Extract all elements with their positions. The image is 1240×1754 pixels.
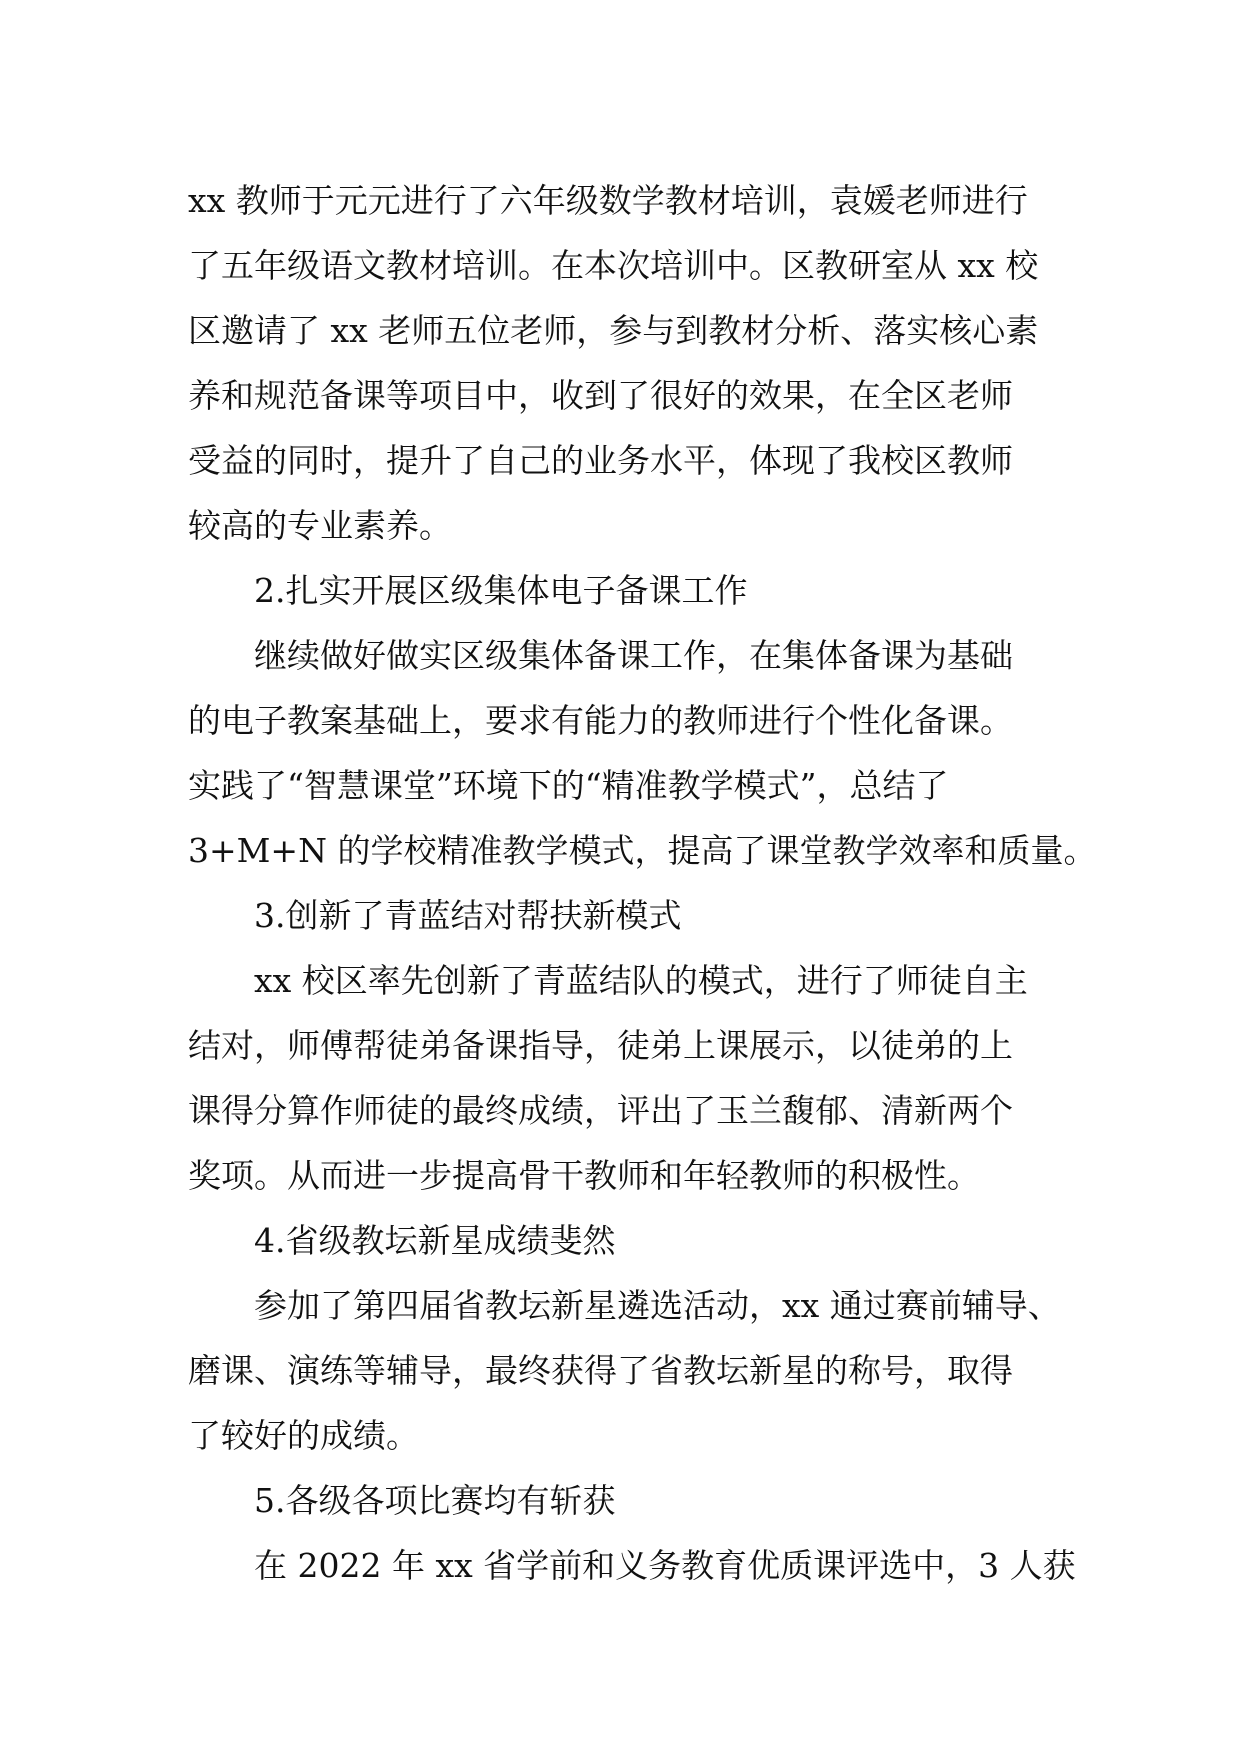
text-line: 养和规范备课等项目中，收到了很好的效果，在全区老师 — [188, 376, 1013, 415]
text-line: 在 2022 年 xx 省学前和义务教育优质课评选中，3 人获 — [254, 1546, 1076, 1585]
section-heading: 4.省级教坛新星成绩斐然 — [254, 1221, 616, 1260]
text-line: 参加了第四届省教坛新星遴选活动，xx 通过赛前辅导、 — [254, 1286, 1061, 1325]
text-line: 课得分算作师徒的最终成绩，评出了玉兰馥郁、清新两个 — [188, 1091, 1013, 1130]
text-line: 奖项。从而进一步提高骨干教师和年轻教师的积极性。 — [188, 1156, 980, 1195]
text-line: 了较好的成绩。 — [188, 1416, 419, 1455]
text-line: 实践了“智慧课堂”环境下的“精准教学模式”，总结了 — [188, 766, 949, 805]
text-line: 3+M+N 的学校精准教学模式，提高了课堂教学效率和质量。 — [188, 831, 1097, 870]
section-heading: 3.创新了青蓝结对帮扶新模式 — [254, 896, 682, 935]
text-line: 的电子教案基础上，要求有能力的教师进行个性化备课。 — [188, 701, 1013, 740]
section-heading: 5.各级各项比赛均有斩获 — [254, 1481, 616, 1520]
text-line: 了五年级语文教材培训。在本次培训中。区教研室从 xx 校 — [188, 246, 1039, 285]
text-line: 较高的专业素养。 — [188, 506, 452, 545]
document-body — [188, 168, 1097, 1598]
text-line: 磨课、演练等辅导，最终获得了省教坛新星的称号，取得 — [188, 1351, 1013, 1390]
text-line: 结对，师傅帮徒弟备课指导，徒弟上课展示，以徒弟的上 — [188, 1026, 1013, 1065]
text-line: 受益的同时，提升了自己的业务水平，体现了我校区教师 — [188, 441, 1013, 480]
section-heading: 2.扎实开展区级集体电子备课工作 — [254, 571, 748, 610]
text-line: 区邀请了 xx 老师五位老师，参与到教材分析、落实核心素 — [188, 311, 1039, 350]
text-line: xx 校区率先创新了青蓝结队的模式，进行了师徒自主 — [254, 961, 1028, 1000]
text-line: 继续做好做实区级集体备课工作，在集体备课为基础 — [254, 636, 1013, 675]
text-line: xx 教师于元元进行了六年级数学教材培训，袁媛老师进行 — [188, 181, 1028, 220]
